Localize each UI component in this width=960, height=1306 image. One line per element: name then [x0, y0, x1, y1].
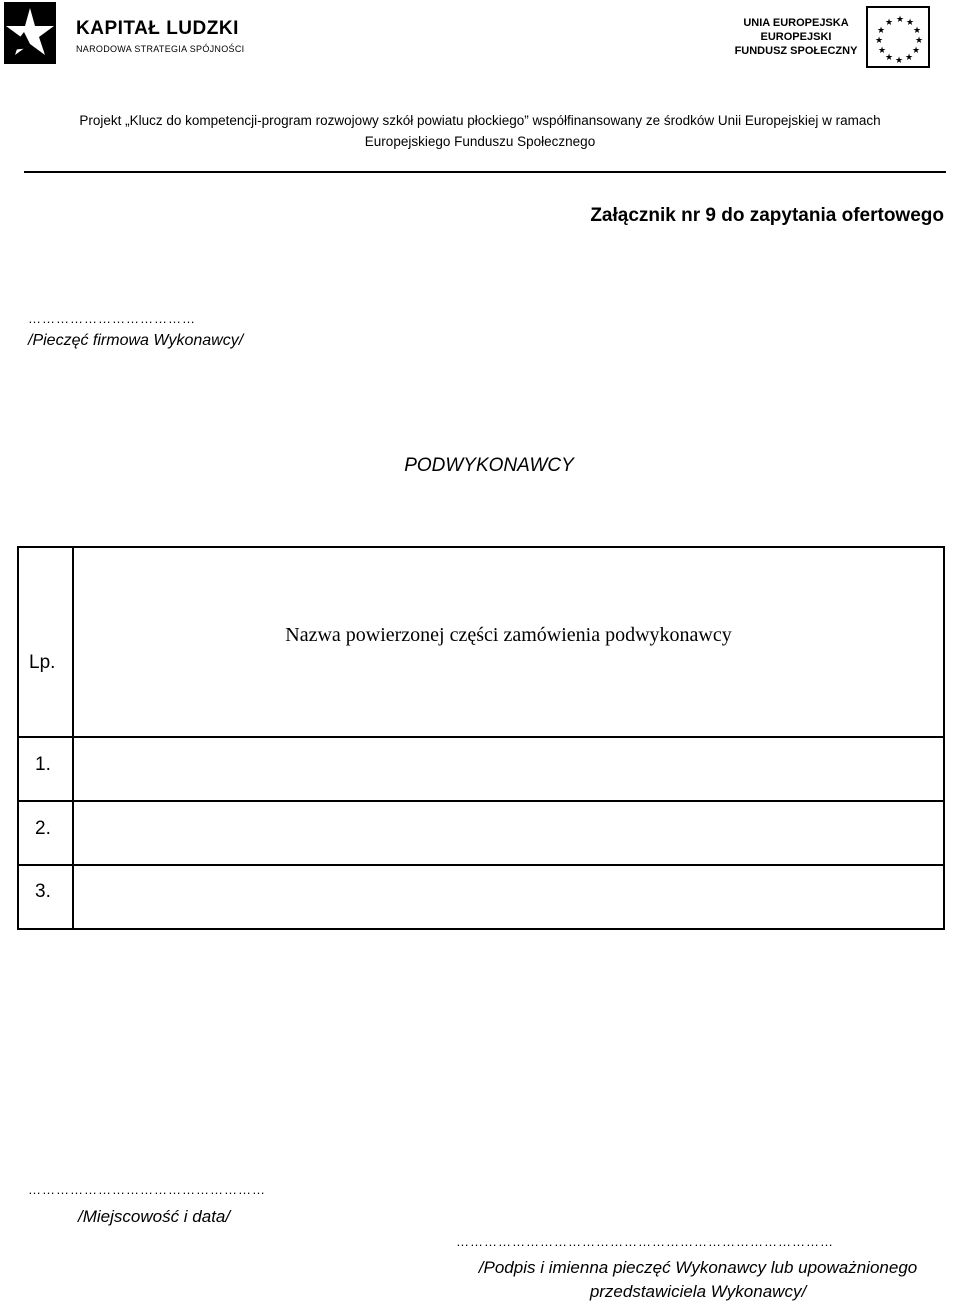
- row-separator: [19, 736, 943, 738]
- section-title: PODWYKONAWCY: [404, 455, 574, 476]
- svg-text:★: ★: [878, 46, 887, 56]
- subcontractors-table: [17, 546, 945, 930]
- eu-line-1: UNIA EUROPEJSKA: [743, 17, 849, 29]
- row-number-3: 3.: [35, 881, 51, 902]
- star-emblem-icon: [4, 2, 68, 68]
- signature-line-2: przedstawiciela Wykonawcy/: [589, 1282, 807, 1301]
- signature-label: [448, 1256, 948, 1304]
- project-description: [0, 110, 960, 152]
- eu-line-3: FUNDUSZ SPOŁECZNY: [734, 45, 858, 57]
- project-line-2: Europejskiego Funduszu Społecznego: [364, 134, 596, 149]
- stamp-label: /Pieczęć firmowa Wykonawcy/: [28, 332, 244, 349]
- logo-subtitle: NARODOWA STRATEGIA SPÓJNOŚCI: [76, 44, 245, 54]
- project-line-1: Projekt „Klucz do kompetencji-program rozwojowy szkół powiatu płockiego” współfinansowany ze środków Unii Europejskiej w ramach: [79, 113, 881, 128]
- svg-text:★: ★: [896, 15, 905, 25]
- column-separator: [72, 548, 74, 928]
- svg-text:★: ★: [895, 56, 904, 66]
- header-divider: [24, 171, 946, 173]
- header-name: Nazwa powierzonej części zamówienia podwykonawcy: [285, 624, 732, 646]
- row-number-2: 2.: [35, 818, 51, 839]
- svg-text:★: ★: [915, 36, 924, 46]
- place-date-label: /Miejscowość i data/: [78, 1207, 231, 1226]
- svg-text:★: ★: [913, 26, 922, 36]
- stamp-dotted-line: ………………………………: [28, 311, 196, 326]
- svg-text:★: ★: [905, 53, 914, 63]
- signature-line-1: /Podpis i imienna pieczęć Wykonawcy lub upoważnionego: [478, 1258, 918, 1277]
- header-lp: Lp.: [29, 652, 56, 673]
- attachment-title: Załącznik nr 9 do zapytania ofertowego: [590, 205, 944, 226]
- svg-text:★: ★: [912, 46, 921, 56]
- logo-title: KAPITAŁ LUDZKI: [76, 18, 239, 39]
- svg-text:★: ★: [885, 53, 894, 63]
- row-separator: [19, 800, 943, 802]
- eu-line-2: EUROPEJSKI: [760, 31, 832, 43]
- row-separator: [19, 864, 943, 866]
- place-dotted-line: ……………………………………………: [28, 1182, 266, 1197]
- eu-flag-icon: [866, 6, 930, 68]
- eu-logo-text: [732, 16, 860, 58]
- svg-text:★: ★: [885, 18, 894, 28]
- svg-text:★: ★: [906, 18, 915, 28]
- svg-text:★: ★: [875, 36, 884, 46]
- row-number-1: 1.: [35, 754, 51, 775]
- eu-logo: [728, 4, 958, 70]
- svg-text:★: ★: [877, 26, 886, 36]
- signature-dotted-line: ………………………………………………………………………: [456, 1234, 834, 1249]
- kapital-ludzki-logo: [4, 2, 264, 68]
